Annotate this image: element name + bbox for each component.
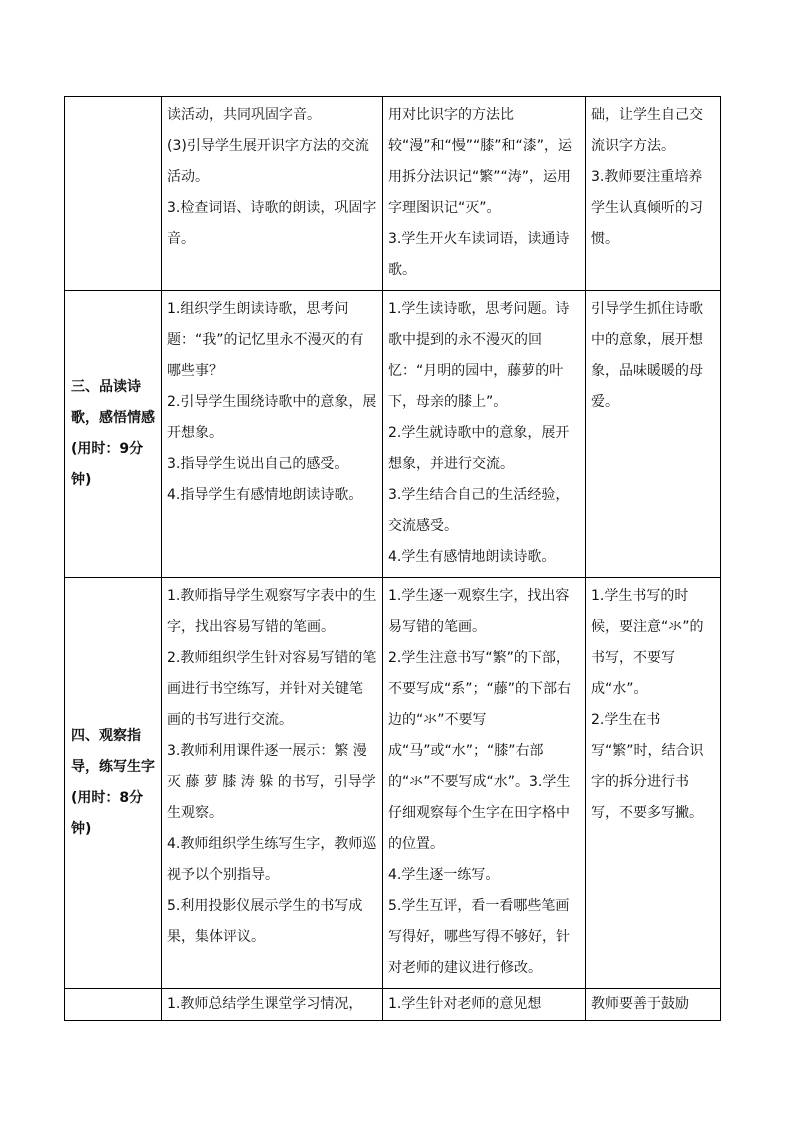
cell-text: 3.检查词语、诗歌的朗读，巩固字音。 xyxy=(167,200,377,247)
cell-text: 2.学生就诗歌中的意象，展开想象，并进行交流。 xyxy=(388,425,570,472)
lesson-plan-page xyxy=(64,96,721,1021)
cell-text: 5.学生互评，看一看哪些笔画写得好，哪些写得不够好，针对老师的建议进行修改。 xyxy=(388,898,570,976)
cell-text: 3.学生开火车读词语，读通诗歌。 xyxy=(388,231,570,278)
student-activity-cell xyxy=(383,291,586,578)
stage-cell xyxy=(65,97,162,291)
stage-title: 三、品读诗歌，感悟情感(用时：9分钟) xyxy=(71,378,155,488)
cell-text: 5.利用投影仪展示学生的书写成果，集体评议。 xyxy=(167,898,363,945)
table-row xyxy=(65,291,721,578)
table-row xyxy=(65,578,721,989)
cell-text: 引导学生抓住诗歌中的意象，展开想象，品味暖暖的母爱。 xyxy=(591,301,703,410)
stage-cell xyxy=(65,578,162,989)
cell-text: 1.学生读诗歌，思考问题。诗歌中提到的永不漫灭的回忆：“月明的园中，藤萝的叶下，母亲的膝上”。 xyxy=(388,301,570,410)
cell-text: 础，让学生自己交流识字方法。 xyxy=(591,107,703,154)
cell-text: 1.教师总结学生课堂学习情况， xyxy=(167,996,363,1012)
cell-text: 3.教师要注重培养学生认真倾听的习惯。 xyxy=(591,169,703,247)
cell-text: 3.教师利用课件逐一展示：繁 漫 灭 藤 萝 膝 涛 躲 的书写，引导学生观察。 xyxy=(167,743,376,821)
cell-text: 1.学生逐一观察生字，找出容易写错的笔画。 xyxy=(388,588,570,635)
table-row xyxy=(65,989,721,1021)
table-row xyxy=(65,97,721,291)
cell-text: 2.教师组织学生针对容易写错的笔画进行书空练写，并针对关键笔 画的书写进行交流。 xyxy=(167,650,377,728)
cell-text: 2.引导学生围绕诗歌中的意象，展开想象。 xyxy=(167,394,377,441)
cell-text: 4.指导学生有感情地朗读诗歌。 xyxy=(167,487,363,503)
cell-text: 4.学生有感情地朗读诗歌。 xyxy=(388,549,556,565)
cell-text: 1.学生针对老师的意见想 xyxy=(388,996,542,1012)
teacher-activity-cell xyxy=(162,578,383,989)
cell-text: 1.组织学生朗读诗歌，思考问题：“我”的记忆里永不漫灭的有哪些事？ xyxy=(167,301,364,379)
cell-text: 1.教师指导学生观察写字表中的生字，找出容易写错的笔画。 xyxy=(167,588,377,635)
cell-text: 1.学生书写的时候，要注意“氺”的书写，不要写成“水”。 xyxy=(591,588,704,697)
cell-text: 2.学生注意书写“繁”的下部，不要写成“系”；“藤”的下部右边的“氺”不要写成“马”或“水”；“膝”右部的“氺”不要写成“水”。3.学生仔细观察每个生字在田字格中的位置。 xyxy=(388,650,572,852)
teacher-activity-cell xyxy=(162,97,383,291)
design-intent-cell xyxy=(586,291,721,578)
stage-cell xyxy=(65,989,162,1021)
stage-title: 四、观察指导，练写生字(用时：8分钟) xyxy=(71,727,155,837)
lesson-plan-table xyxy=(64,96,721,1021)
cell-text: (3)引导学生展开识字方法的交流活动。 xyxy=(167,138,369,185)
design-intent-cell xyxy=(586,578,721,989)
teacher-activity-cell xyxy=(162,989,383,1021)
stage-cell xyxy=(65,291,162,578)
cell-text: 用对比识字的方法比较“漫”和“慢”“膝”和“漆”，运用拆分法识记“繁”“涛”，运用字理图识记“灭”。 xyxy=(388,107,573,216)
cell-text: 2.学生在书写“繁”时，结合识字的拆分进行书写，不要多写撇。 xyxy=(591,712,704,821)
cell-text: 3.指导学生说出自己的感受。 xyxy=(167,456,349,472)
student-activity-cell xyxy=(383,97,586,291)
cell-text: 4.教师组织学生练写生字，教师巡视予以个别指导。 xyxy=(167,836,377,883)
cell-text: 4.学生逐一练写。 xyxy=(388,867,500,883)
cell-text: 教师要善于鼓励 xyxy=(591,996,689,1012)
teacher-activity-cell xyxy=(162,291,383,578)
student-activity-cell xyxy=(383,989,586,1021)
student-activity-cell xyxy=(383,578,586,989)
design-intent-cell xyxy=(586,97,721,291)
design-intent-cell xyxy=(586,989,721,1021)
cell-text: 3.学生结合自己的生活经验，交流感受。 xyxy=(388,487,570,534)
cell-text: 读活动，共同巩固字音。 xyxy=(167,107,321,123)
